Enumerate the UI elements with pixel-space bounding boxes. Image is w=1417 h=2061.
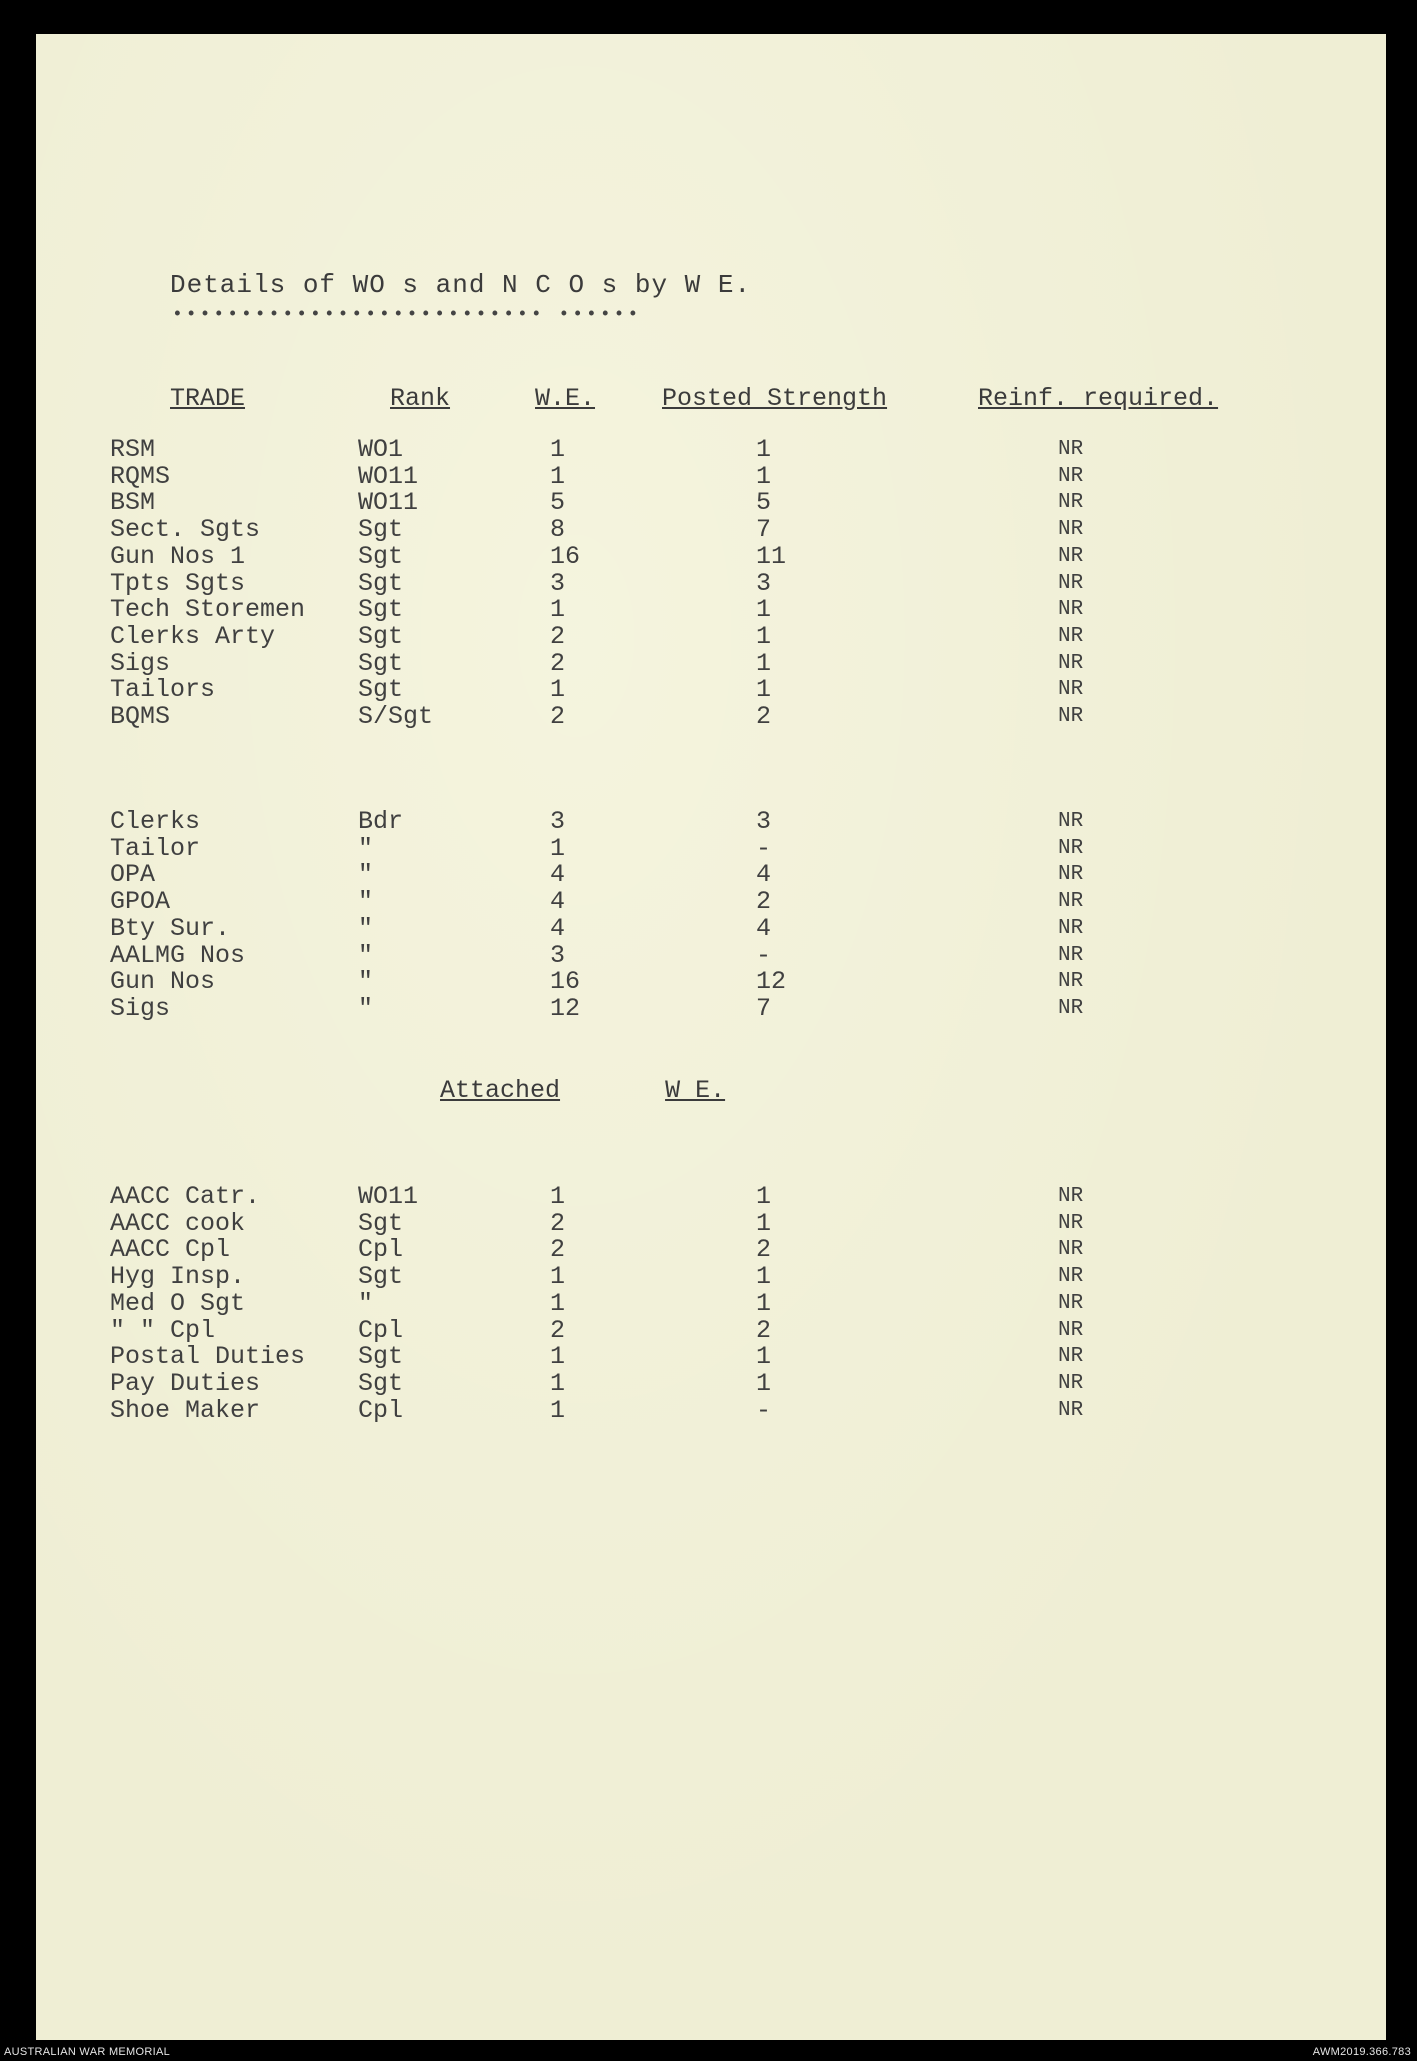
document-title: Details of WO s and N C O s by W E. [170, 270, 752, 300]
we-cell: 3 [550, 568, 566, 598]
posted-strength-cell: 7 [756, 515, 772, 545]
posted-strength-cell: 4 [756, 913, 772, 943]
trade-cell: Shoe Maker [110, 1395, 261, 1425]
rank-cell: S/Sgt [358, 702, 434, 731]
header-we: W.E. [535, 384, 596, 413]
reinf-required-cell: NR [1058, 544, 1084, 568]
we-cell: 3 [550, 940, 566, 970]
we-cell: 1 [550, 1262, 566, 1292]
table-row [0, 703, 1200, 730]
posted-strength-cell: 2 [756, 887, 772, 917]
table-row [0, 596, 1200, 623]
posted-strength-cell: - [756, 1395, 772, 1425]
we-cell: 4 [550, 887, 566, 917]
posted-strength-cell: - [756, 940, 772, 970]
rank-cell: Sgt [358, 595, 404, 625]
trade-cell: Gun Nos 1 [110, 541, 246, 571]
rank-cell: Cpl [358, 1395, 404, 1425]
rank-cell: WO11 [358, 461, 419, 491]
rank-cell: Sgt [358, 675, 404, 705]
table-row [0, 623, 1200, 650]
posted-strength-cell: 1 [756, 435, 772, 464]
reinf-required-cell: NR [1058, 651, 1084, 675]
reinf-required-cell: NR [1058, 678, 1084, 702]
we-cell: 4 [550, 860, 566, 890]
posted-strength-cell: 1 [756, 621, 772, 651]
reinf-required-cell: NR [1058, 863, 1084, 887]
reinf-required-cell: NR [1058, 890, 1084, 914]
reinf-required-cell: NR [1058, 943, 1084, 967]
we-cell: 1 [550, 435, 566, 464]
table-row [0, 516, 1200, 543]
reinf-required-cell: NR [1058, 916, 1084, 940]
table-row [0, 676, 1200, 703]
trade-cell: RQMS [110, 461, 171, 491]
posted-strength-cell: 5 [756, 488, 772, 518]
rank-cell: Sgt [358, 1208, 404, 1238]
reinf-required-cell: NR [1058, 705, 1084, 728]
reinf-required-cell: NR [1058, 1291, 1084, 1315]
trade-cell: Med O Sgt [110, 1288, 246, 1318]
title-dotted-rule: ••••••••••••••••••••••••••• •••••• [172, 305, 642, 325]
trade-cell: Hyg Insp. [110, 1262, 246, 1292]
table-row [0, 995, 1200, 1022]
rank-cell: " [358, 993, 374, 1023]
trade-cell: Clerks [110, 807, 201, 836]
table-row [0, 1370, 1200, 1397]
trade-cell: AACC cook [110, 1208, 246, 1238]
trade-cell: Tailors [110, 675, 216, 705]
posted-strength-cell: 1 [756, 1342, 772, 1372]
we-cell: 1 [550, 1182, 566, 1211]
table-row [0, 463, 1200, 490]
header-trade: TRADE [170, 384, 246, 413]
table-row [0, 1263, 1200, 1290]
we-cell: 2 [550, 1235, 566, 1265]
we-cell: 8 [550, 515, 566, 545]
we-cell: 5 [550, 488, 566, 518]
footer-accession-number: AWM2019.366.783 [1312, 2046, 1411, 2058]
reinf-required-cell: NR [1058, 1185, 1084, 1208]
table-row [0, 1343, 1200, 1370]
posted-strength-cell: 2 [756, 1235, 772, 1265]
trade-cell: Bty Sur. [110, 913, 231, 943]
rank-cell: " [358, 860, 374, 890]
rank-cell: WO11 [358, 1182, 419, 1211]
we-cell: 2 [550, 1315, 566, 1345]
rank-cell: " [358, 967, 374, 997]
footer-institution: AUSTRALIAN WAR MEMORIAL [4, 2046, 171, 2058]
table-row [0, 942, 1200, 969]
table-row [0, 888, 1200, 915]
rank-cell: Sgt [358, 648, 404, 678]
rank-cell: " [358, 940, 374, 970]
table-row [0, 835, 1200, 862]
posted-strength-cell: 1 [756, 1288, 772, 1318]
trade-cell: GPOA [110, 887, 171, 917]
table-row [0, 861, 1200, 888]
header-posted-strength: Posted Strength [662, 384, 888, 413]
reinf-required-cell: NR [1058, 810, 1084, 833]
we-cell: 1 [550, 1288, 566, 1318]
we-cell: 1 [550, 833, 566, 863]
we-cell: 16 [550, 967, 581, 997]
reinf-required-cell: NR [1058, 464, 1084, 488]
reinf-required-cell: NR [1058, 1318, 1084, 1342]
trade-cell: Pay Duties [110, 1368, 261, 1398]
reinf-required-cell: NR [1058, 598, 1084, 622]
we-cell: 2 [550, 648, 566, 678]
trade-cell: AACC Cpl [110, 1235, 231, 1265]
table-row [0, 1236, 1200, 1263]
posted-strength-cell: 1 [756, 595, 772, 625]
table-row [0, 1210, 1200, 1237]
we-cell: 2 [550, 621, 566, 651]
reinf-required-cell: NR [1058, 1345, 1084, 1369]
reinf-required-cell: NR [1058, 1265, 1084, 1289]
reinf-required-cell: NR [1058, 571, 1084, 595]
posted-strength-cell: 4 [756, 860, 772, 890]
table-row [0, 543, 1200, 570]
reinf-required-cell: NR [1058, 996, 1084, 1020]
rank-cell: WO1 [358, 435, 404, 464]
posted-strength-cell: 1 [756, 1208, 772, 1238]
rank-cell: Sgt [358, 1368, 404, 1398]
we-cell: 1 [550, 461, 566, 491]
trade-cell: AALMG Nos [110, 940, 246, 970]
posted-strength-cell: 11 [756, 541, 787, 571]
posted-strength-cell: 1 [756, 1262, 772, 1292]
we-cell: 4 [550, 913, 566, 943]
trade-cell: BSM [110, 488, 156, 518]
posted-strength-cell: 2 [756, 702, 772, 731]
posted-strength-cell: 1 [756, 675, 772, 705]
table-row [0, 1290, 1200, 1317]
rank-cell: Bdr [358, 807, 404, 836]
trade-cell: Tech Storemen [110, 595, 306, 625]
rank-cell: WO11 [358, 488, 419, 518]
we-cell: 16 [550, 541, 581, 571]
we-cell: 1 [550, 1368, 566, 1398]
rank-cell: " [358, 913, 374, 943]
reinf-required-cell: NR [1058, 518, 1084, 542]
we-cell: 3 [550, 807, 566, 836]
posted-strength-cell: 3 [756, 568, 772, 598]
posted-strength-cell: 1 [756, 1368, 772, 1398]
trade-cell: " " Cpl [110, 1315, 216, 1345]
table-row [0, 1317, 1200, 1344]
reinf-required-cell: NR [1058, 1238, 1084, 1262]
reinf-required-cell: NR [1058, 1211, 1084, 1235]
rank-cell: " [358, 1288, 374, 1318]
trade-cell: RSM [110, 435, 156, 464]
rank-cell: Sgt [358, 568, 404, 598]
header-rank: Rank [390, 384, 451, 413]
reinf-required-cell: NR [1058, 491, 1084, 515]
table-row [0, 915, 1200, 942]
trade-cell: Tailor [110, 833, 201, 863]
table-row [0, 968, 1200, 995]
reinf-required-cell: NR [1058, 1371, 1084, 1395]
attached-we-label: W E. [665, 1076, 726, 1105]
trade-cell: Sect. Sgts [110, 515, 261, 545]
trade-cell: Postal Duties [110, 1342, 306, 1372]
table-row [0, 808, 1200, 835]
rank-cell: Cpl [358, 1235, 404, 1265]
header-reinf-required: Reinf. required. [978, 384, 1219, 413]
rank-cell: Cpl [358, 1315, 404, 1345]
trade-cell: Tpts Sgts [110, 568, 246, 598]
trade-cell: Gun Nos [110, 967, 216, 997]
table-row [0, 436, 1200, 463]
trade-cell: Sigs [110, 648, 171, 678]
rank-cell: Sgt [358, 1262, 404, 1292]
reinf-required-cell: NR [1058, 836, 1084, 860]
rank-cell: " [358, 833, 374, 863]
rank-cell: Sgt [358, 515, 404, 545]
rank-cell: " [358, 887, 374, 917]
we-cell: 1 [550, 675, 566, 705]
table-row [0, 1397, 1200, 1424]
attached-subheading [440, 1076, 725, 1105]
reinf-required-cell: NR [1058, 970, 1084, 994]
attached-label: Attached [440, 1076, 561, 1105]
table-row [0, 650, 1200, 677]
trade-cell: OPA [110, 860, 156, 890]
we-cell: 1 [550, 1342, 566, 1372]
rank-cell: Sgt [358, 541, 404, 571]
rank-cell: Sgt [358, 621, 404, 651]
we-cell: 1 [550, 1395, 566, 1425]
posted-strength-cell: - [756, 833, 772, 863]
posted-strength-cell: 12 [756, 967, 787, 997]
rank-cell: Sgt [358, 1342, 404, 1372]
we-cell: 12 [550, 993, 581, 1023]
table-row [0, 489, 1200, 516]
trade-cell: BQMS [110, 702, 171, 731]
trade-cell: AACC Catr. [110, 1182, 261, 1211]
document-page [36, 34, 1386, 2040]
we-cell: 1 [550, 595, 566, 625]
we-cell: 2 [550, 1208, 566, 1238]
table-row [0, 570, 1200, 597]
trade-cell: Sigs [110, 993, 171, 1023]
posted-strength-cell: 7 [756, 993, 772, 1023]
posted-strength-cell: 1 [756, 1182, 772, 1211]
we-cell: 2 [550, 702, 566, 731]
reinf-required-cell: NR [1058, 624, 1084, 648]
reinf-required-cell: NR [1058, 1398, 1084, 1422]
posted-strength-cell: 3 [756, 807, 772, 836]
trade-cell: Clerks Arty [110, 621, 276, 651]
reinf-required-cell: NR [1058, 438, 1084, 461]
table-row [0, 1183, 1200, 1210]
posted-strength-cell: 1 [756, 648, 772, 678]
posted-strength-cell: 2 [756, 1315, 772, 1345]
posted-strength-cell: 1 [756, 461, 772, 491]
